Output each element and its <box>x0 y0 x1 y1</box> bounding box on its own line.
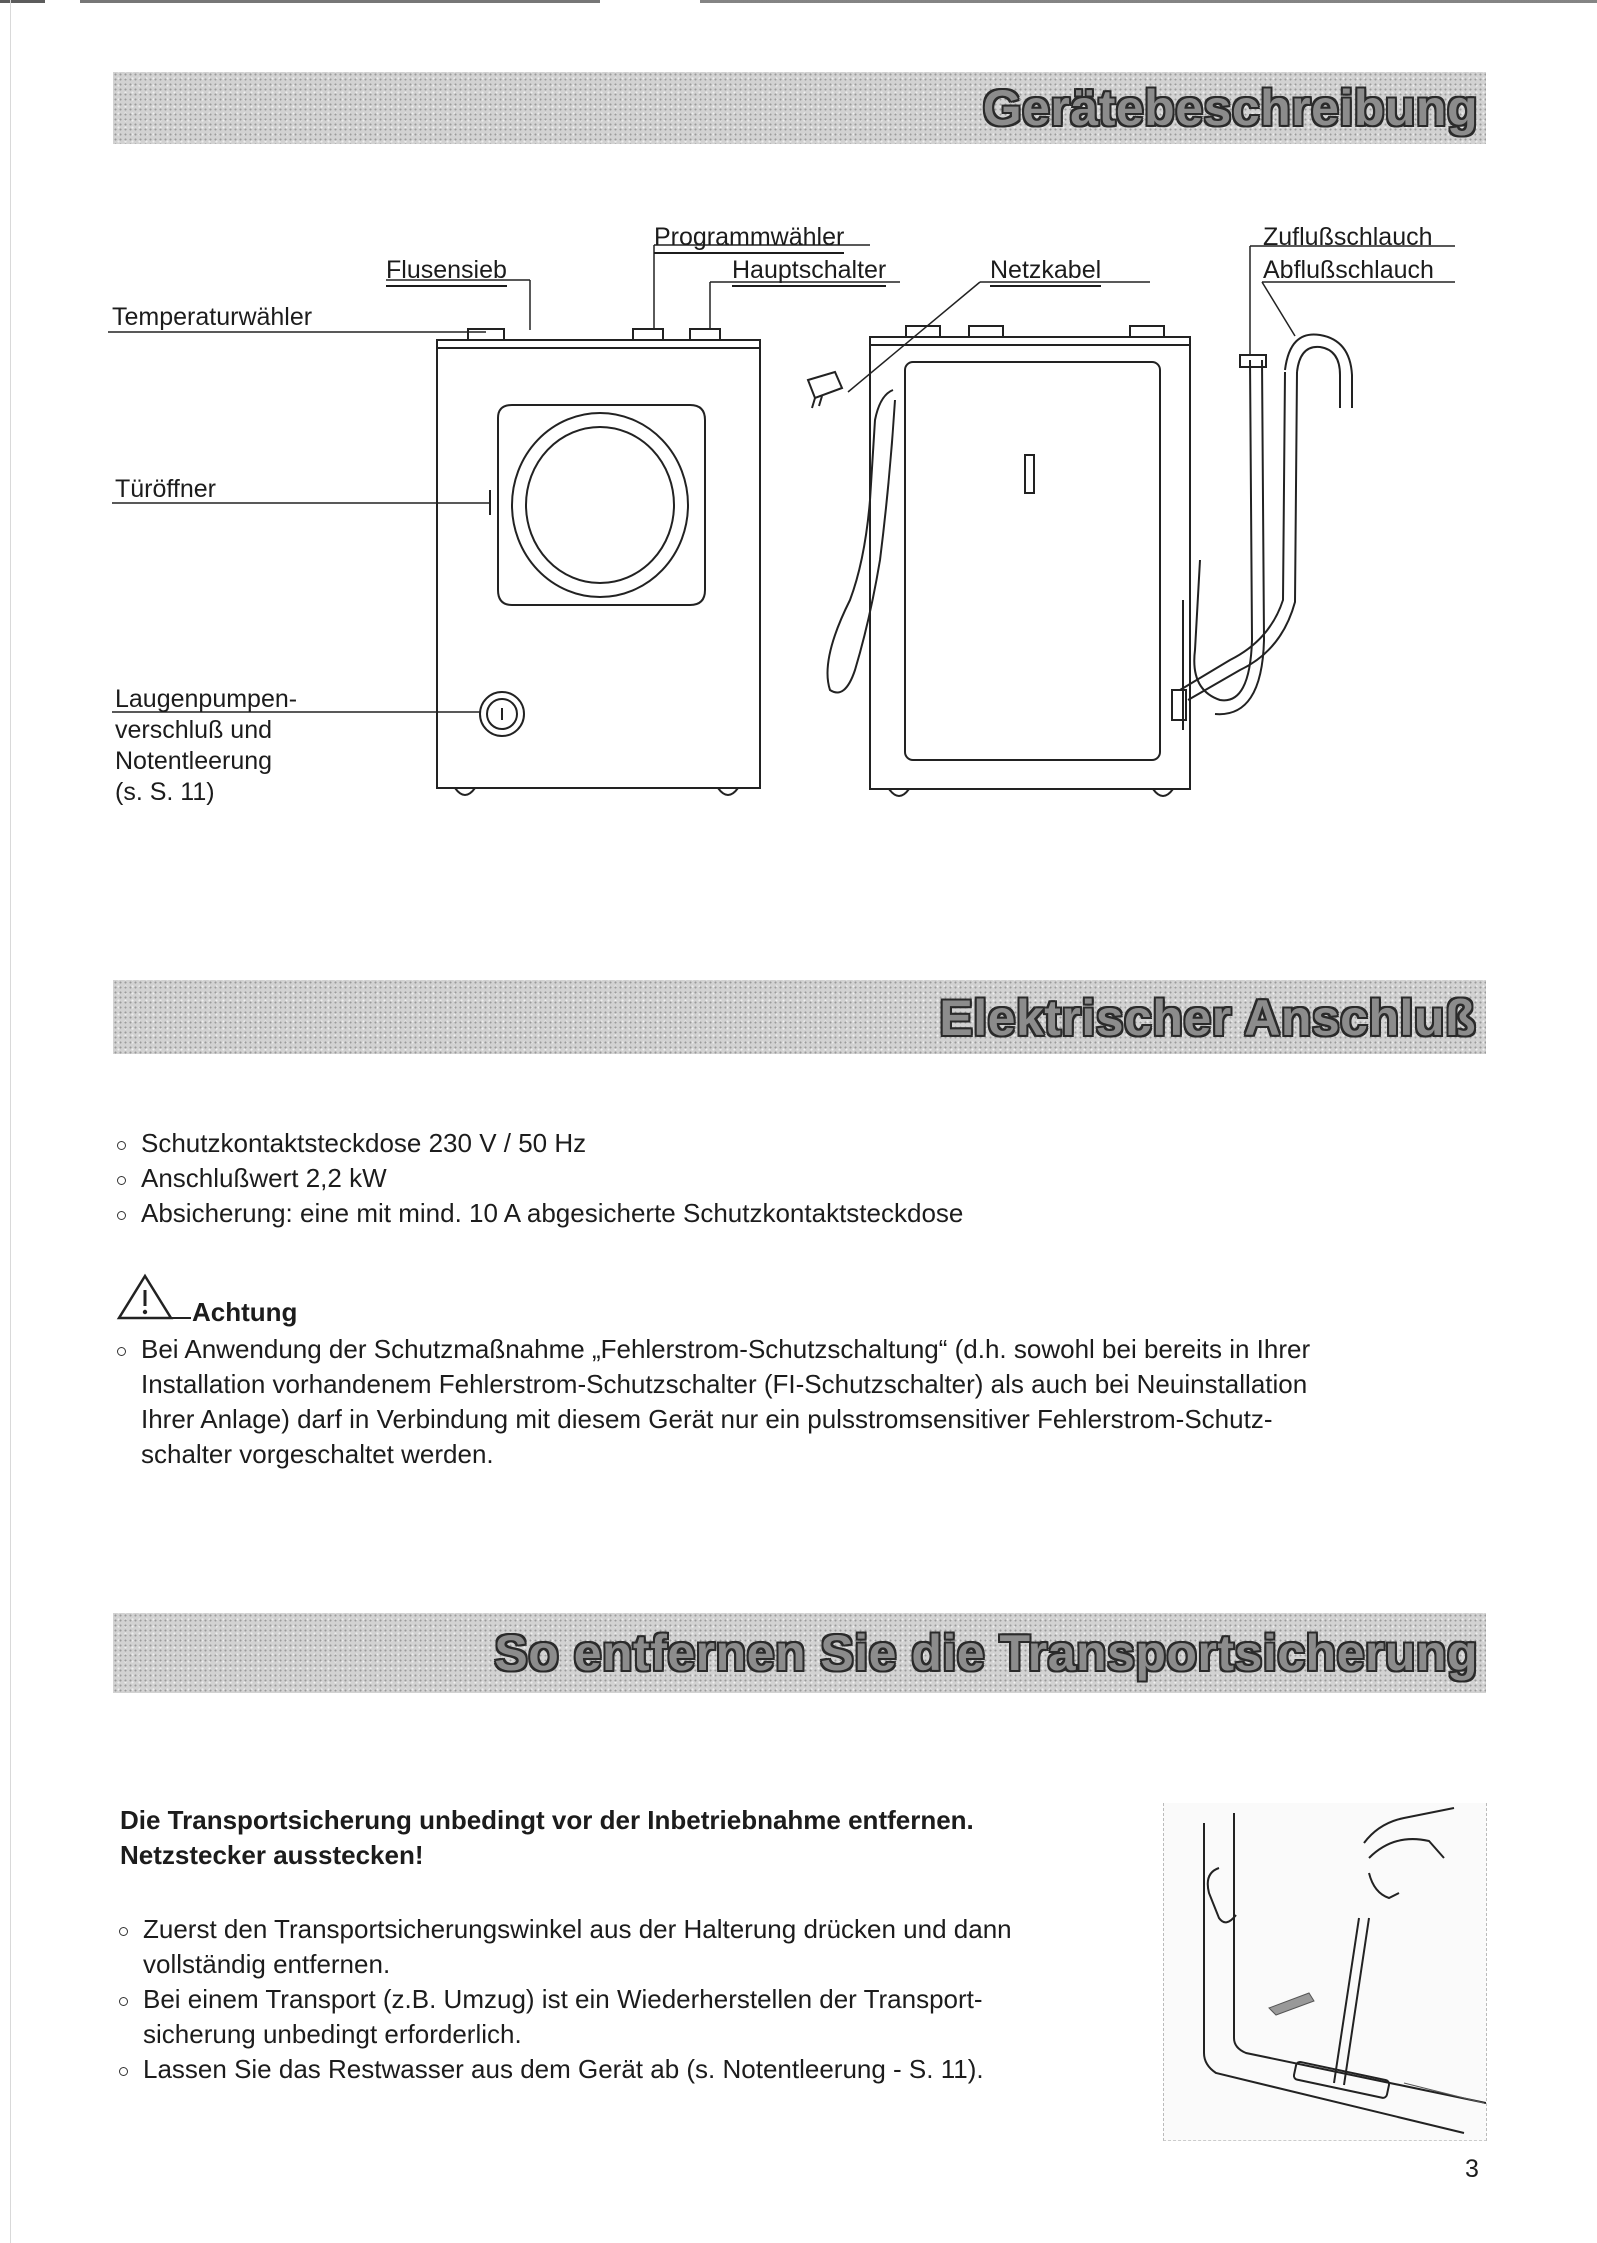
list-item: Absicherung: eine mit mind. 10 A abgesicherte Schutzkontaktsteckdose <box>113 1196 963 1231</box>
electrical-list <box>113 1126 963 1231</box>
label-tueroeffner: Türöffner <box>115 475 216 503</box>
transport-step-line: vollständig entfernen. <box>143 1949 391 1979</box>
warning-text <box>113 1332 1310 1472</box>
label-laugenpumpe-line3: Notentleerung <box>115 747 273 775</box>
transport-step-line: Zuerst den Transportsicherungswinkel aus der Halterung drücken und dann <box>143 1914 1012 1944</box>
transport-step <box>115 2052 1012 2087</box>
warning-label: Achtung <box>192 1297 298 1327</box>
list-item: Schutzkontaktsteckdose 230 V / 50 Hz <box>113 1126 963 1161</box>
section-title-electrical: Elektrischer Anschluß <box>939 990 1476 1046</box>
transport-note-line2: Netzstecker ausstecken! <box>120 1840 424 1870</box>
section-title-description: Gerätebeschreibung <box>982 80 1478 136</box>
label-hauptschalter: Hauptschalter <box>732 255 886 287</box>
transport-step <box>115 1912 1012 1982</box>
transport-step-line: Bei einem Transport (z.B. Umzug) ist ein Wiederherstellen der Transport- <box>143 1984 983 2014</box>
rear-machine-body <box>870 337 1190 789</box>
section-title-transport: So entfernen Sie die Transportsicherung <box>494 1625 1478 1681</box>
label-temperaturwaehler: Temperaturwähler <box>112 303 313 331</box>
transport-note <box>120 1803 974 1873</box>
front-machine-body <box>437 340 760 788</box>
list-item: Anschlußwert 2,2 kW <box>113 1161 963 1196</box>
transport-note-line1: Die Transportsicherung unbedingt vor der Inbetriebnahme entfernen. <box>120 1805 974 1835</box>
transport-step <box>115 1982 1012 2052</box>
label-laugenpumpe-line2: verschluß und <box>115 716 273 744</box>
rear-panel <box>905 362 1160 760</box>
section-banner-transport <box>113 1613 1486 1693</box>
label-zuflussschlauch: Zuflußschlauch <box>1263 223 1433 251</box>
power-cord <box>828 390 896 693</box>
warning-line: Bei Anwendung der Schutzmaßnahme „Fehlerstrom-Schutzschaltung“ (d.h. sowohl bei bereits in Ihrer <box>113 1332 1310 1367</box>
label-laugenpumpe-line4: (s. S. 11) <box>115 778 215 806</box>
drain-hose <box>1285 334 1352 408</box>
label-laugenpumpe-line1: Laugenpumpen- <box>115 685 298 713</box>
transport-step-line: sicherung unbedingt erforderlich. <box>143 2019 522 2049</box>
warning-triangle-icon <box>115 1272 195 1322</box>
transport-illustration <box>1163 1803 1487 2141</box>
label-netzkabel: Netzkabel <box>990 255 1101 287</box>
label-abflussschlauch: Abflußschlauch <box>1263 256 1434 284</box>
transport-illustration-drawing <box>1164 1803 1486 2140</box>
warning-line: Installation vorhandenem Fehlerstrom-Schutzschalter (FI-Schutzschalter) als auch bei Neuinstallation <box>141 1369 1308 1399</box>
inlet-hose <box>1194 360 1252 700</box>
transport-steps <box>115 1912 1012 2087</box>
transport-step-line: Lassen Sie das Restwasser aus dem Gerät ab (s. Notentleerung - S. 11). <box>143 2054 984 2084</box>
page-number: 3 <box>1465 2155 1479 2183</box>
warning-line: schalter vorgeschaltet werden. <box>141 1439 494 1469</box>
label-flusensieb: Flusensieb <box>386 255 507 287</box>
section-banner-electrical <box>113 980 1486 1054</box>
warning-line: Ihrer Anlage) darf in Verbindung mit diesem Gerät nur ein pulsstromsensitiver Fehlerstrom-Schutz- <box>141 1404 1273 1434</box>
label-programmwaehler: Programmwähler <box>654 222 844 254</box>
